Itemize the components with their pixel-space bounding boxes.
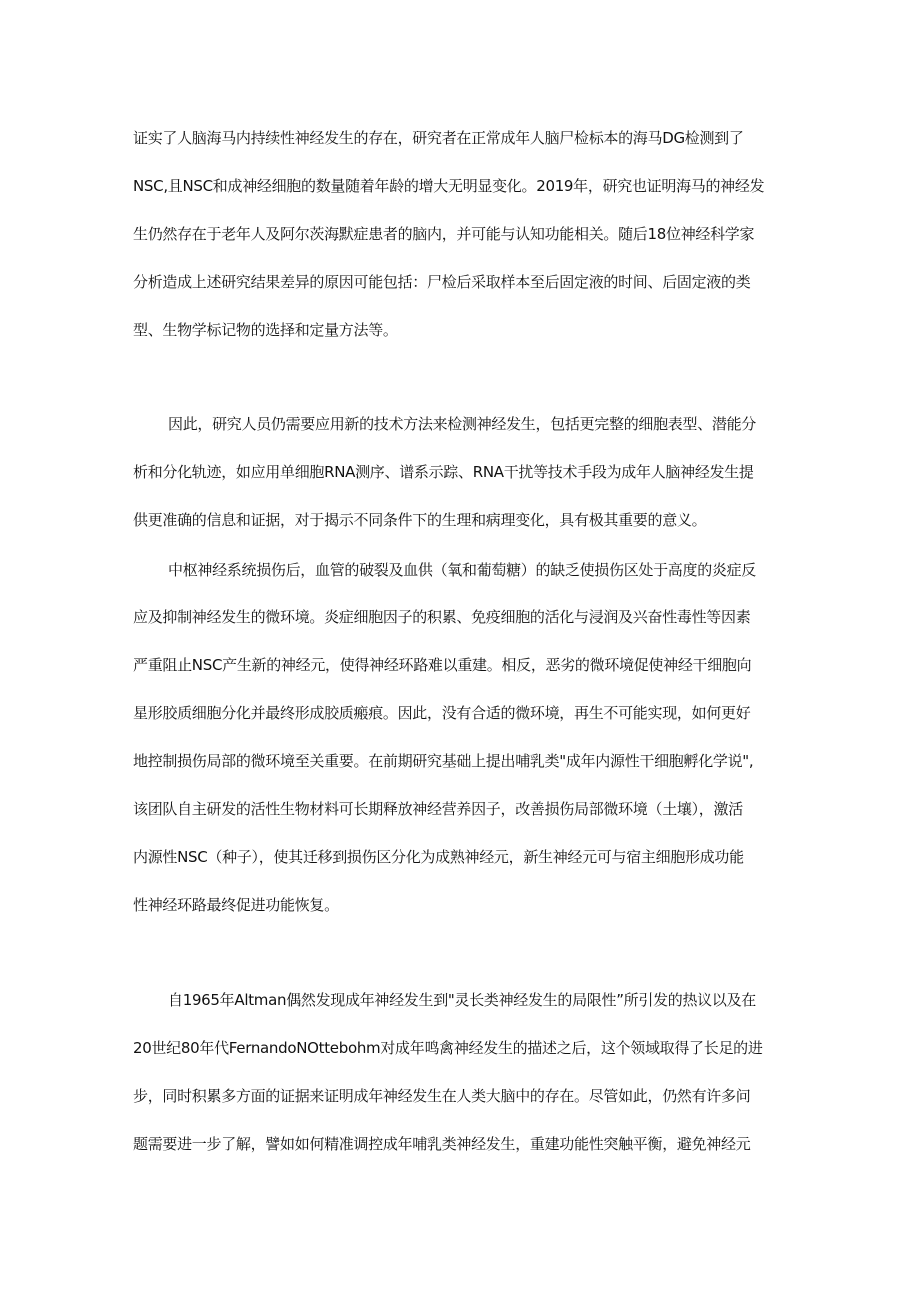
paragraph-3-line-7: 内源性NSC（种子），使其迁移到损伤区分化为成熟神经元，新生神经元可与宿主细胞形成功能 xyxy=(133,848,744,866)
paragraph-1-line-1: 证实了人脑海马内持续性神经发生的存在，研究者在正常成年人脑尸检标本的海马DG检测到了 xyxy=(133,129,744,147)
paragraph-3-line-5: 地控制损伤局部的微环境至关重要。在前期研究基础上提出哺乳类"成年内源性干细胞孵化学说", xyxy=(133,752,754,770)
paragraph-4-line-1: 自1965年Altman偶然发现成年神经发生到"灵长类神经发生的局限性”所引发的热议以及在 xyxy=(168,991,756,1009)
paragraph-4-line-3: 步，同时积累多方面的证据来证明成年神经发生在人类大脑中的存在。尽管如此，仍然有许多问 xyxy=(133,1087,751,1105)
paragraph-1-line-2: NSC,且NSC和成神经细胞的数量随着年龄的增大无明显变化。2019年，研究也证明海马的神经发 xyxy=(133,177,765,195)
paragraph-1-line-5: 型、生物学标记物的选择和定量方法等。 xyxy=(133,321,398,339)
paragraph-4-line-4: 题需要进一步了解，譬如如何精准调控成年哺乳类神经发生，重建功能性突触平衡，避免神经元 xyxy=(133,1135,751,1153)
paragraph-3-line-4: 星形胶质细胞分化并最终形成胶质瘢痕。因此，没有合适的微环境，再生不可能实现，如何更好 xyxy=(133,704,751,722)
paragraph-3-line-1: 中枢神经系统损伤后，血管的破裂及血供（氧和葡萄糖）的缺乏使损伤区处于高度的炎症反 xyxy=(168,561,757,579)
paragraph-3-line-6: 该团队自主研发的活性生物材料可长期释放神经营养因子，改善损伤局部微环境（土壤），激活 xyxy=(133,800,743,818)
paragraph-1-line-4: 分析造成上述研究结果差异的原因可能包括：尸检后采取样本至后固定液的时间、后固定液的类 xyxy=(133,273,751,291)
paragraph-4-line-2: 20世纪80年代FernandoNOttebohm对成年鸣禽神经发生的描述之后，这个领域取得了长足的进 xyxy=(133,1039,763,1057)
paragraph-3-line-8: 性神经环路最终促进功能恢复。 xyxy=(133,896,339,914)
paragraph-2-line-3: 供更准确的信息和证据，对于揭示不同条件下的生理和病理变化，具有极其重要的意义。 xyxy=(133,511,707,529)
paragraph-2-line-2: 析和分化轨迹，如应用单细胞RNA测序、谱系示踪、RNA干扰等技术手段为成年人脑神经发生提 xyxy=(133,463,754,481)
paragraph-3-line-2: 应及抑制神经发生的微环境。炎症细胞因子的积累、免疫细胞的活化与浸润及兴奋性毒性等因素 xyxy=(133,608,751,626)
paragraph-3-line-3: 严重阻止NSC产生新的神经元，使得神经环路难以重建。相反，恶劣的微环境促使神经干细胞向 xyxy=(133,656,752,674)
paragraph-2-line-1: 因此，研究人员仍需要应用新的技术方法来检测神经发生，包括更完整的细胞表型、潜能分 xyxy=(168,415,757,433)
paragraph-1-line-3: 生仍然存在于老年人及阿尔茨海默症患者的脑内，并可能与认知功能相关。随后18位神经科学家 xyxy=(133,225,755,243)
